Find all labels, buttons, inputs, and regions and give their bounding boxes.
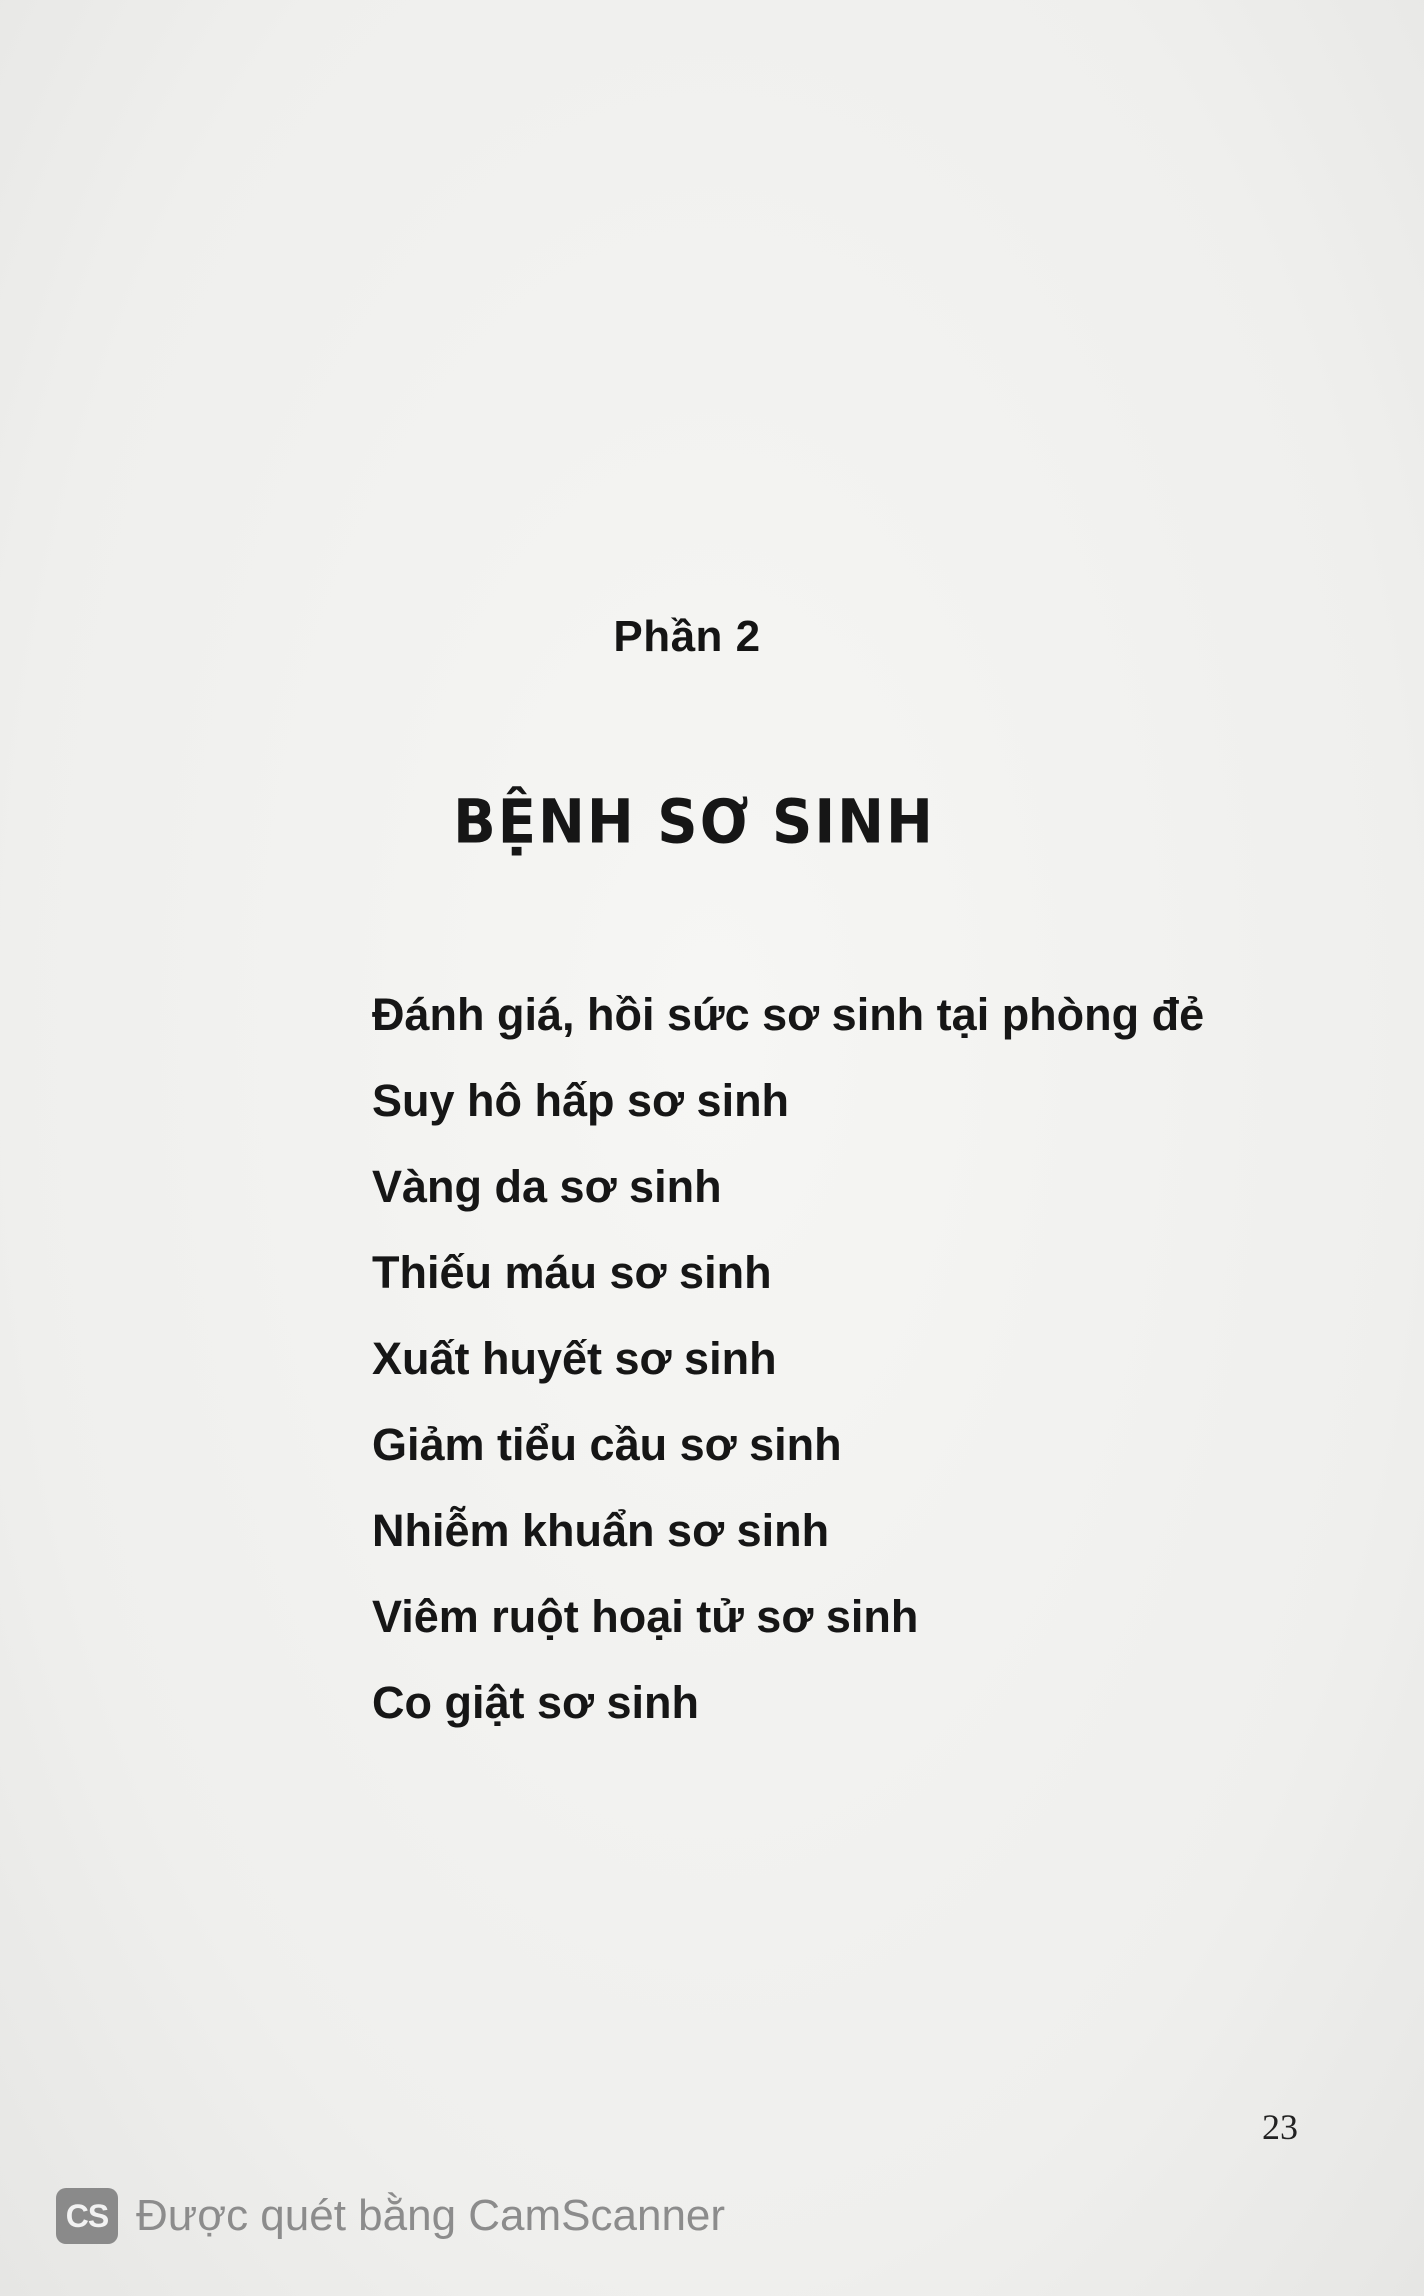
chapter-item: Suy hô hấp sơ sinh — [372, 1075, 790, 1126]
part-label: Phần 2 — [613, 612, 761, 661]
chapter-item: Đánh giá, hồi sức sơ sinh tại phòng đẻ — [372, 989, 1205, 1040]
chapter-item: Nhiễm khuẩn sơ sinh — [372, 1505, 830, 1556]
section-title: BỆNH SƠ SINH — [453, 787, 935, 858]
chapter-item: Giảm tiểu cầu sơ sinh — [372, 1419, 842, 1470]
chapter-item: Thiếu máu sơ sinh — [372, 1247, 772, 1298]
chapter-item: Vàng da sơ sinh — [372, 1161, 722, 1212]
chapter-item: Xuất huyết sơ sinh — [372, 1333, 777, 1384]
camscanner-watermark — [56, 2184, 725, 2248]
chapter-list — [372, 985, 1204, 1759]
page-number: 23 — [1262, 2107, 1298, 2147]
camscanner-logo-icon: CS — [56, 2188, 118, 2244]
watermark-text: Được quét bằng CamScanner — [136, 2191, 726, 2240]
chapter-item: Co giật sơ sinh — [372, 1677, 700, 1728]
chapter-item: Viêm ruột hoại tử sơ sinh — [372, 1591, 919, 1642]
